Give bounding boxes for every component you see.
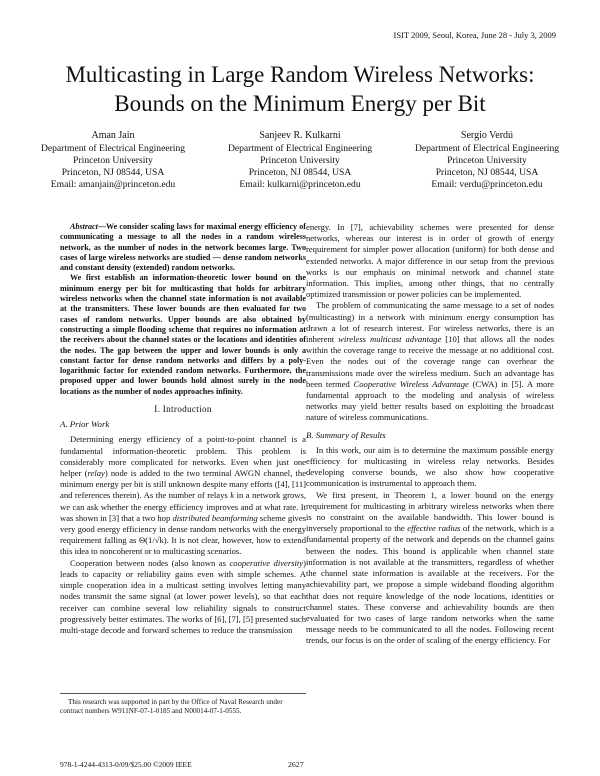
right-column: [306, 222, 554, 647]
page-number: 2627: [288, 760, 304, 769]
isbn-footer: 978-1-4244-4313-0/09/$25.00 ©2009 IEEE: [60, 760, 192, 769]
author-address: Princeton, NJ 08544, USA: [248, 167, 352, 178]
author-dept: Department of Electrical Engineering: [227, 143, 373, 154]
author-univ: Princeton University: [447, 155, 527, 166]
author-block: [28, 130, 572, 191]
author-address: Princeton, NJ 08544, USA: [435, 167, 539, 178]
author-email: Email: kulkarni@princeton.edu: [239, 179, 361, 190]
author-name: Sergio Verdú: [460, 130, 514, 141]
abstract: [60, 222, 306, 397]
subsection-heading-summary: B. Summary of Results: [306, 429, 386, 440]
right-paragraph-1: energy. In [7], achievability schemes were presented for dense networks, whereas our interest is in order of growth of energy requirement for simpler power allocation (uniform) for both dense and extended networks. A major difference in our setup from the previous works is our emphasis on minimal network and channel state information. This implies, among other things, that no centrally optimized transmission or power policies can be implemented.: [306, 222, 554, 300]
abstract-paragraph-2: We first establish an information-theoretic lower bound on the minimum energy per bit for multicasting that holds for arbitrary wireless networks when the channel state information is not available at the transmitters. These lower bounds are then evaluated for two cases of random networks. Upper bounds are also obtained by constructing a simple flooding scheme that requires no information at the receivers about the channel states or the locations and identities of the nodes. The gap between the upper and lower bounds is only a constant factor for dense random networks and differs by a poly-logarithmic factor for extended random networks. Furthermore, the proposed upper and lower bounds hold almost surely in the node locations as the number of nodes approaches infinity.: [60, 273, 306, 396]
intro-paragraph-1: Determining energy efficiency of a point-to-point channel is a fundamental information-theoretic problem. This problem is considerably more complicated for networks. Even when just one helper (relay) node is added to the two terminal AWGN channel, the minimum energy per bit is still unknown despite many efforts ([4], [11] and references therein). As the number of relays k in a network grows, we can ask whether the energy efficiency improves and at what rate. It was shown in [3] that a two hop distributed beamforming scheme gives very good energy efficiency in dense random networks with the energy requirement falling as Θ(1/√k). It is not clear, however, how to extend this idea to noncoherent or to multicasting scenarios.: [60, 434, 307, 557]
abstract-paragraph-1: [60, 222, 306, 273]
intro-paragraph-2: Cooperation between nodes (also known as cooperative diversity) leads to capacity or reliability gains even with simple schemes. A simple cooperation idea in a multicast setting involves letting many nodes transmit the same signal (at lower power levels), so that each receiver can combine several low reliability signals to construct progressively better estimates. The works of [6], [7], [5] presented such multi-stage decode and forward schemes to reduce the transmission: [60, 557, 306, 635]
author-univ: Princeton University: [260, 155, 340, 166]
author-email: Email: amanjain@princeton.edu: [50, 179, 176, 190]
left-column: [60, 222, 306, 636]
abstract-label: Abstract: [70, 222, 98, 231]
author-3: [402, 130, 572, 191]
paper-title: [30, 60, 570, 118]
author-univ: Princeton University: [73, 155, 153, 166]
right-paragraph-4: We first present, in Theorem 1, a lower bound on the energy requirement for multicasting in arbitrary wireless networks when there is no constraint on the available bandwidth. This lower bound is inversely proportional to the effective radius of the network, which is a fundamental property of the network and depends on the channel gains between the nodes. This bound is applicable when channel state information is not available at the transmitters, regardless of whether the channel state information is available at the receivers. For the achievability part, we propose a simple wideband flooding algorithm that does not require knowledge of the node locations, identities or channel states. These converse and achievability bounds are then evaluated for two cases of large random networks when the same message needs to be communicated to all the nodes. Following recent trends, our focus is on the order of scaling of the energy efficiency. For: [306, 489, 554, 646]
conference-header: ISIT 2009, Seoul, Korea, June 28 - July 3, 2009: [393, 30, 556, 40]
abstract-text-1: —We consider scaling laws for maximal energy efficiency of communicating a message to all the nodes in a random wireless network, as the number of nodes in the network becomes large. Two cases of large wireless networks are studied — dense random networks and constant density (extended) random networks.: [60, 222, 306, 273]
author-email: Email: verdu@princeton.edu: [431, 179, 543, 190]
section-heading-introduction: I. Introduction: [154, 404, 212, 415]
author-dept: Department of Electrical Engineering: [40, 143, 186, 154]
author-name: Aman Jain: [91, 130, 135, 141]
subsection-heading-prior-work: A. Prior Work: [60, 419, 110, 430]
author-name: Sanjeev R. Kulkarni: [259, 130, 341, 141]
author-dept: Department of Electrical Engineering: [414, 143, 560, 154]
title-line-2: Bounds on the Minimum Energy per Bit: [114, 91, 486, 116]
right-paragraph-2: The problem of communicating the same message to a set of nodes (multicasting) in a network with minimum energy consumption has drawn a lot of research interest. For wireless networks, there is an inherent wireless multicast advantage [10] that allows all the nodes within the coverage range to receive the message at no additional cost. Even the nodes out of the coverage range can overhear the transmissions made over the wireless medium. Such an advantage has been termed Cooperative Wireless Advantage (CWA) in [5]. A more fundamental approach to the modeling and analysis of wireless networks may yield better results based on exploiting the broadcast nature of wireless communications.: [306, 300, 555, 423]
author-1: [28, 130, 198, 191]
right-paragraph-3: In this work, our aim is to determine the maximum possible energy efficiency for multicasting in wireless relay networks. Besides developing converse bounds, we also show how cooperative communication is instrumental to approach them.: [306, 444, 554, 489]
author-address: Princeton, NJ 08544, USA: [61, 167, 165, 178]
title-line-1: Multicasting in Large Random Wireless Networks:: [65, 62, 535, 87]
footnote: This research was supported in part by the Office of Naval Research under contract numbers W911NF-07-1-0185 and N00014-07-1-0555.: [60, 693, 306, 716]
author-2: [215, 130, 385, 191]
